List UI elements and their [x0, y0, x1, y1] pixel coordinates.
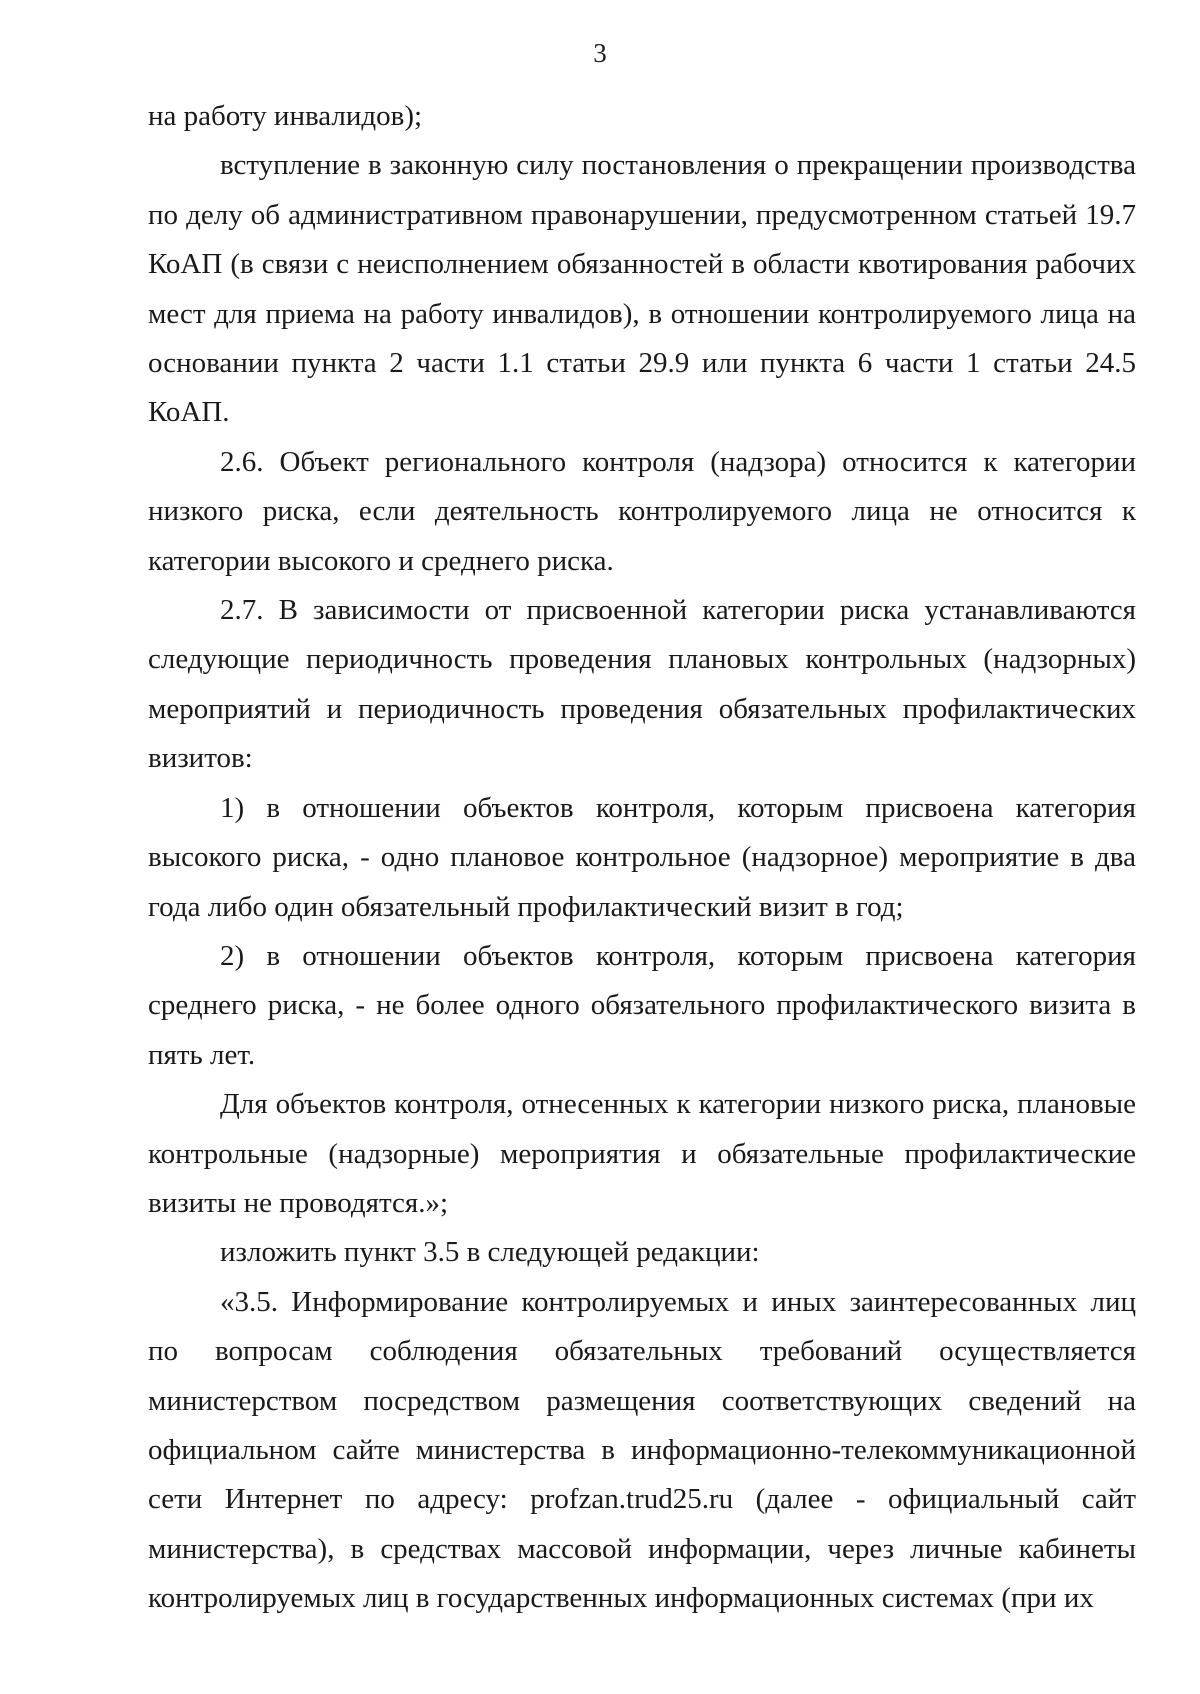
paragraph-2-6: 2.6. Объект регионального контроля (надзора) относится к категории низкого риска, если деятельность контролируемого лица не относится к категории высокого и среднего риска.: [148, 445, 1136, 577]
paragraph-3-5-text-end: (далее - официальный сайт министерства), в средствах массовой информации, через личные кабинеты контролируемых лиц в государственных информационных системах (при их: [148, 1483, 1136, 1615]
paragraph-amend-3-5: изложить пункт 3.5 в следующей редакции:: [220, 1236, 760, 1269]
paragraph-3-5: [148, 1278, 1136, 1624]
paragraph-continuation: на работу инвалидов);: [148, 100, 423, 132]
paragraph-3-5-text-start: «3.5. Информирование контролируемых и иных заинтересованных лиц по вопросам соблюдения обязательных требований осуществляется министерством посредством размещения соответствующих сведений на официальном сайте министерства в информационно-телекоммуникационной сети Интернет по адресу:: [148, 1285, 1136, 1516]
paragraph-item-2: 2) в отношении объектов контроля, которым присвоена категория среднего риска, - не более одного обязательного профилактического визита в пять лет.: [148, 939, 1136, 1071]
page-number: 3: [593, 38, 607, 68]
document-body: [148, 92, 1136, 1624]
paragraph-low-risk: Для объектов контроля, отнесенных к категории низкого риска, плановые контрольные (надзорные) мероприятия и обязательные профилактические визиты не проводятся.»;: [148, 1088, 1136, 1219]
paragraph-item-1: 1) в отношении объектов контроля, которым присвоена категория высокого риска, - одно плановое контрольное (надзорное) мероприятие в два года либо один обязательный профилактический визит в год;: [148, 791, 1136, 923]
paragraph-entry-into-force: вступление в законную силу постановления о прекращении производства по делу об административном правонарушении, предусмотренном статьей 19.7 КоАП (в связи с неисполнением обязанностей в области квотирования рабочих мест для приема на работу инвалидов), в отношении контролируемого лица на основании пункта 2 части 1.1 статьи 29.9 или пункта 6 части 1 статьи 24.5 КоАП.: [148, 149, 1136, 429]
paragraph-2-7: 2.7. В зависимости от присвоенной категории риска устанавливаются следующие периодичность проведения плановых контрольных (надзорных) мероприятий и периодичность проведения обязательных профилактических визитов:: [148, 594, 1136, 775]
website-url: profzan.trud25.ru: [530, 1483, 734, 1516]
